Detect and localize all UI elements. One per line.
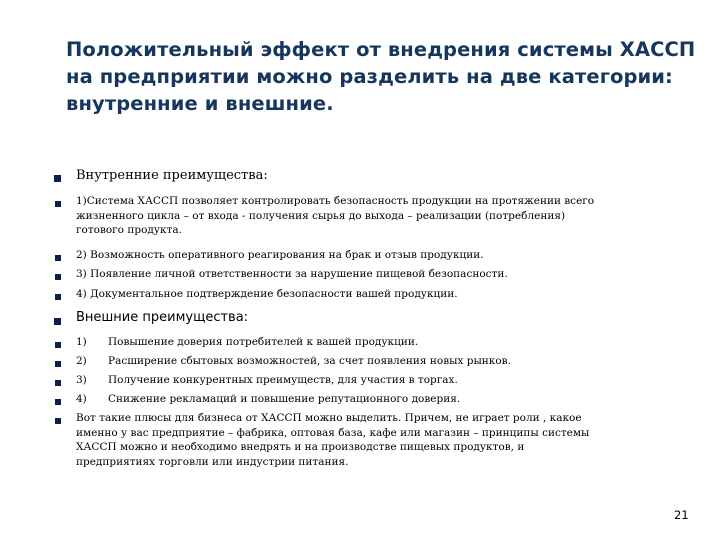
external-item-3 (76, 373, 666, 388)
conclusion-line-2: именно у вас предприятие – фабрика, оптовая база, кафе или магазин – принципы системы (76, 426, 590, 439)
bullet-square-icon (55, 399, 61, 405)
external-item-3-text: Получение конкурентных преимуществ, для участия в торгах. (108, 374, 458, 386)
external-item-1 (76, 335, 666, 350)
external-item-2-num: 2) (76, 355, 87, 367)
conclusion-line-3: ХАССП можно и необходимо внедрять и на производстве пищевых продуктов, и (76, 441, 525, 453)
internal-item-1 (76, 194, 666, 238)
internal-item-4: 4) Документальное подтверждение безопасности вашей продукции. (76, 288, 458, 300)
external-item-4-text: Снижение рекламаций и повышение репутационного доверия. (108, 393, 461, 405)
bullet-square-icon (55, 342, 61, 348)
bullet-square-icon (55, 274, 61, 280)
external-conclusion (76, 411, 666, 469)
external-item-1-num: 1) (76, 336, 87, 348)
bullet-square-icon (54, 318, 61, 325)
external-item-2 (76, 354, 666, 369)
title-line-2: на предприятии можно разделить на две категории: (66, 65, 673, 88)
internal-heading: Внутренние преимущества: (76, 168, 268, 183)
external-item-1-text: Повышение доверия потребителей к вашей продукции. (108, 336, 419, 348)
conclusion-line-1: Вот такие плюсы для бизнеса от ХАССП можно выделить. Причем, не играет роли , какое (76, 412, 582, 424)
bullet-square-icon (55, 255, 61, 261)
external-heading: Внешние преимущества: (76, 310, 249, 325)
internal-item-2: 2) Возможность оперативного реагирования на брак и отзыв продукции. (76, 249, 484, 261)
conclusion-line-4: предприятиях торговли или индустрии питания. (76, 455, 349, 468)
bullet-square-icon (55, 294, 61, 300)
page-number: 21 (674, 508, 689, 522)
external-item-4-num: 4) (76, 393, 87, 405)
title-line-1: Положительный эффект от внедрения системы ХАССП (66, 38, 696, 61)
internal-item-1-line-3: готового продукта. (76, 224, 182, 236)
external-item-4 (76, 392, 666, 407)
external-item-3-num: 3) (76, 374, 87, 386)
bullet-square-icon (55, 361, 61, 367)
slide-title (66, 36, 696, 117)
bullet-square-icon (54, 175, 61, 182)
internal-item-1-line-1: 1)Система ХАССП позволяет контролировать безопасность продукции на протяжении всего (76, 195, 595, 207)
internal-item-1-line-2: жизненного цикла – от входа - получения сырья до выхода – реализации (потребления) (76, 209, 566, 222)
external-item-2-text: Расширение сбытовых возможностей, за счет появления новых рынков. (108, 355, 511, 367)
internal-item-3: 3) Появление личной ответственности за нарушение пищевой безопасности. (76, 268, 508, 280)
bullet-square-icon (55, 380, 61, 386)
bullet-square-icon (55, 201, 61, 207)
title-line-3: внутренние и внешние. (66, 92, 334, 115)
bullet-square-icon (55, 418, 61, 424)
